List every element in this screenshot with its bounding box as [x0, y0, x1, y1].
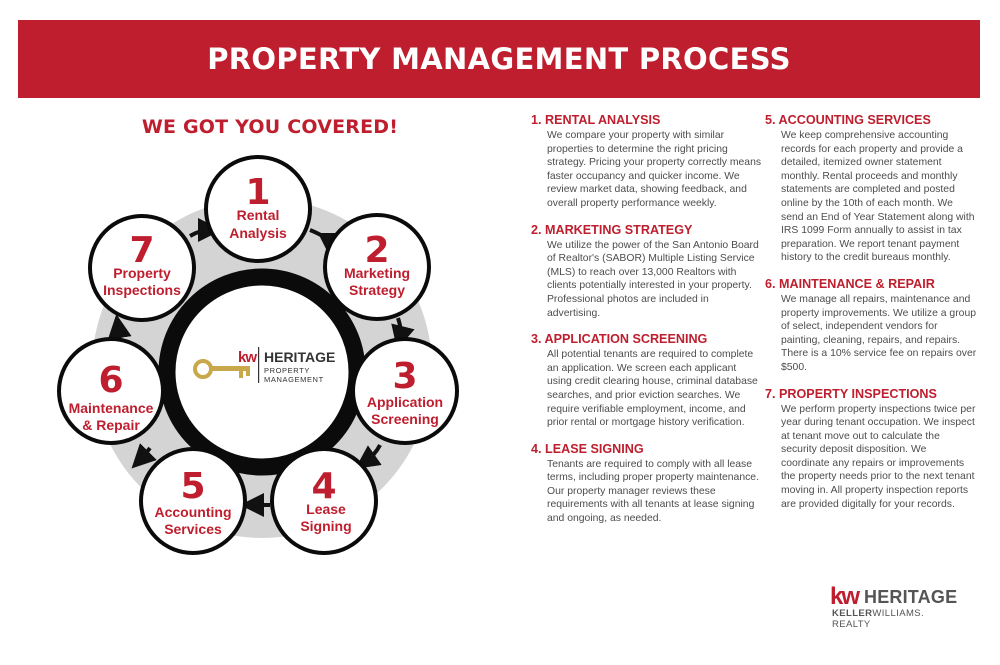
- step-label-line1: Accounting: [154, 504, 232, 520]
- tagline: WE GOT YOU COVERED!: [141, 116, 399, 138]
- section-body: We compare your property with similar properties to determine the right pricing strategy. Pricing your property correctly means faster occupancy and quicker income. We review market data, showing feedback, and overall property performance weekly.: [547, 130, 762, 209]
- footer-logo-sub-rest: WILLIAMS. REALTY: [832, 608, 925, 630]
- section-heading: 2. MARKETING STRATEGY: [531, 222, 693, 237]
- step-label-line2: Strategy: [348, 282, 406, 298]
- step-5-accounting-services: [141, 449, 245, 553]
- step-label-line2: Signing: [300, 518, 352, 534]
- step-label-line1: Application: [366, 394, 444, 410]
- section-body: We keep comprehensive accounting records for each property and provide a detailed, itemized owner statement monthly. Rental proceeds and monthly statements are completed and posted online by the 10th of each month. We send an End of Year Statement along with IRS 1099 Form annually to assist in tax preparation. We report tenant payment history to the credit bureaus monthly.: [781, 130, 975, 264]
- section-heading: 3. APPLICATION SCREENING: [531, 332, 708, 347]
- step-label-line2: & Repair: [82, 417, 140, 433]
- step-2-marketing-strategy: [325, 215, 429, 319]
- step-label-line2: Analysis: [229, 225, 287, 241]
- center-logo-line1: PROPERTY: [264, 366, 310, 375]
- section-marketing-strategy: [531, 223, 763, 321]
- section-maintenance-repair: [765, 277, 977, 375]
- footer-logo-name: HERITAGE: [864, 587, 958, 607]
- kw-heritage-footer-logo: [830, 583, 965, 630]
- center-logo-divider: [258, 347, 259, 383]
- center-logo-line2: MANAGEMENT: [264, 375, 324, 384]
- section-body: Tenants are required to comply with all lease terms, including proper property maintenance. Our property manager reviews these requirements with all tenants at lease signing and ongoing, as needed.: [547, 458, 759, 525]
- step-label-line1: Maintenance: [68, 400, 154, 416]
- step-label-line1: Lease: [306, 501, 346, 517]
- text-column-left: [531, 113, 763, 538]
- step-number: 6: [98, 360, 124, 401]
- section-heading: 4. LEASE SIGNING: [531, 441, 644, 456]
- section-accounting-services: [765, 113, 977, 265]
- center-logo-brand: HERITAGE: [264, 349, 336, 365]
- step-3-application-screening: [353, 339, 457, 443]
- section-heading: 5. ACCOUNTING SERVICES: [765, 113, 931, 127]
- section-body: We utilize the power of the San Antonio Board of Realtor's (SABOR) Multiple Listing Service (MLS) to reach over 13,000 Realtors with clients potentially interested in your property. Professional photos are included in advertising.: [547, 239, 759, 319]
- step-label-line2: Inspections: [103, 282, 181, 298]
- section-property-inspections: [765, 387, 977, 512]
- step-number: 2: [364, 230, 390, 271]
- section-application-screening: [531, 332, 763, 430]
- step-label-line1: Marketing: [343, 265, 411, 281]
- section-heading: 7. PROPERTY INSPECTIONS: [765, 386, 937, 401]
- footer-logo-subtitle: [832, 608, 965, 630]
- step-label-line2: Screening: [371, 411, 439, 427]
- section-heading: 6. MAINTENANCE & REPAIR: [765, 276, 935, 291]
- step-6-maintenance-repair: [59, 339, 163, 443]
- text-column-right: [765, 113, 977, 523]
- section-rental-analysis: [531, 113, 763, 211]
- footer-logo-sub-bold: KELLER: [832, 608, 873, 619]
- section-body: We manage all repairs, maintenance and property improvements. We utilize a group of select, independent vendors for painting, cleaning, repairs, and repairs. There is a 10% service fee on repairs over $500.: [781, 293, 977, 373]
- step-number: 1: [245, 172, 271, 213]
- step-label-line1: Rental: [236, 207, 280, 223]
- section-lease-signing: [531, 442, 763, 526]
- step-number: 4: [311, 466, 337, 507]
- step-4-lease-signing: [272, 449, 376, 553]
- section-body: All potential tenants are required to complete an application. We screen each applicant using credit clearing house, criminal database searches, and prior eviction searches. We require verifiable employment, income, and prior rental or mortgage history verification.: [547, 349, 758, 429]
- section-body: We perform property inspections twice per year during tenant occupation. We inspect at tenant move out to calculate the security deposit disposition. We coordinate any repairs or improvements the property needs prior to the next tenant moving in. All property inspection reports are provided digitally for your records.: [781, 403, 976, 510]
- step-7-property-inspections: [90, 216, 194, 320]
- step-label-line2: Services: [164, 521, 222, 537]
- step-number: 5: [180, 466, 206, 507]
- step-label-line1: Property: [113, 265, 171, 281]
- section-heading: 1. RENTAL ANALYSIS: [531, 113, 661, 127]
- step-number: 3: [392, 356, 418, 397]
- step-number: 7: [129, 230, 155, 271]
- center-logo-kw: kw: [238, 349, 257, 366]
- footer-logo-kw: kw: [830, 583, 859, 610]
- page-title: PROPERTY MANAGEMENT PROCESS: [207, 42, 791, 76]
- step-1-rental-analysis: [206, 157, 310, 261]
